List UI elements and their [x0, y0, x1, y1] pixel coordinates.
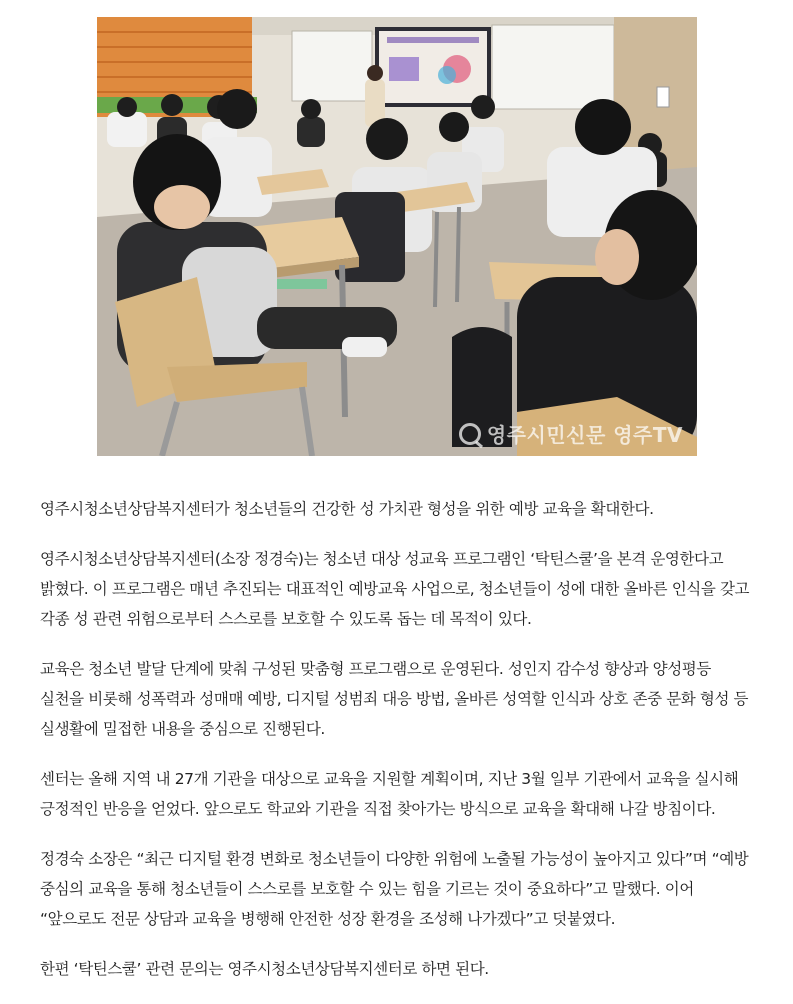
classroom-photo	[97, 17, 697, 456]
slide-image-1	[389, 57, 419, 81]
article-paragraph: 영주시청소년상담복지센터가 청소년들의 건강한 성 가치관 형성을 위한 예방 교육을 확대한다.	[40, 500, 654, 518]
article-photo	[97, 17, 697, 456]
slide-illustration-2	[438, 66, 456, 84]
article-paragraph: 한편 ‘탁틴스쿨’ 관련 문의는 영주시청소년상담복지센터로 하면 된다.	[40, 960, 489, 978]
whiteboard-right	[492, 25, 614, 109]
whiteboard-left	[292, 31, 372, 101]
article-paragraph: 정경숙 소장은 “최근 디지털 환경 변화로 청소년들이 다양한 위험에 노출될 가능성이 높아지고 있다”며 “예방 중심의 교육을 통해 청소년들이 스스로를 보호할 수 있는 힘을 기르는 것이 중요하다”고 말했다. 이어 “앞으로도 전문 상담과 교육을 병행해 안전한 성장 환경을 조성해 나가겠다”고 덧붙였다.	[40, 850, 749, 928]
watermark	[459, 419, 683, 448]
article-paragraph: 센터는 올해 지역 내 27개 기관을 대상으로 교육을 지원할 계획이며, 지난 3월 일부 기관에서 교육을 실시해 긍정적인 반응을 얻었다. 앞으로도 학교와 기관을 직접 찾아가는 방식으로 교육을 확대해 나갈 방침이다.	[40, 770, 739, 818]
slide-title-bar	[387, 37, 479, 43]
article-body	[40, 494, 758, 1004]
teacher-head	[367, 65, 383, 81]
watermark-text: 영주시민신문 영주TV	[486, 423, 683, 447]
search-logo-icon	[459, 423, 481, 445]
article-paragraph: 영주시청소년상담복지센터(소장 정경숙)는 청소년 대상 성교육 프로그램인 ‘탁틴스쿨’을 본격 운영한다고 밝혔다. 이 프로그램은 매년 추진되는 대표적인 예방교육 사업으로, 청소년들이 성에 대한 올바른 인식을 갖고 각종 성 관련 위험으로부터 스스로를 보호할 수 있도록 돕는 데 목적이 있다.	[40, 550, 750, 628]
article-paragraph: 교육은 청소년 발달 단계에 맞춰 구성된 맞춤형 프로그램으로 운영된다. 성인지 감수성 향상과 양성평등 실천을 비롯해 성폭력과 성매매 예방, 디지털 성범죄 대응 방법, 올바른 성역할 인식과 상호 존중 문화 형성 등 실생활에 밀접한 내용을 중심으로 진행된다.	[40, 660, 749, 738]
wall-switch	[657, 87, 669, 107]
